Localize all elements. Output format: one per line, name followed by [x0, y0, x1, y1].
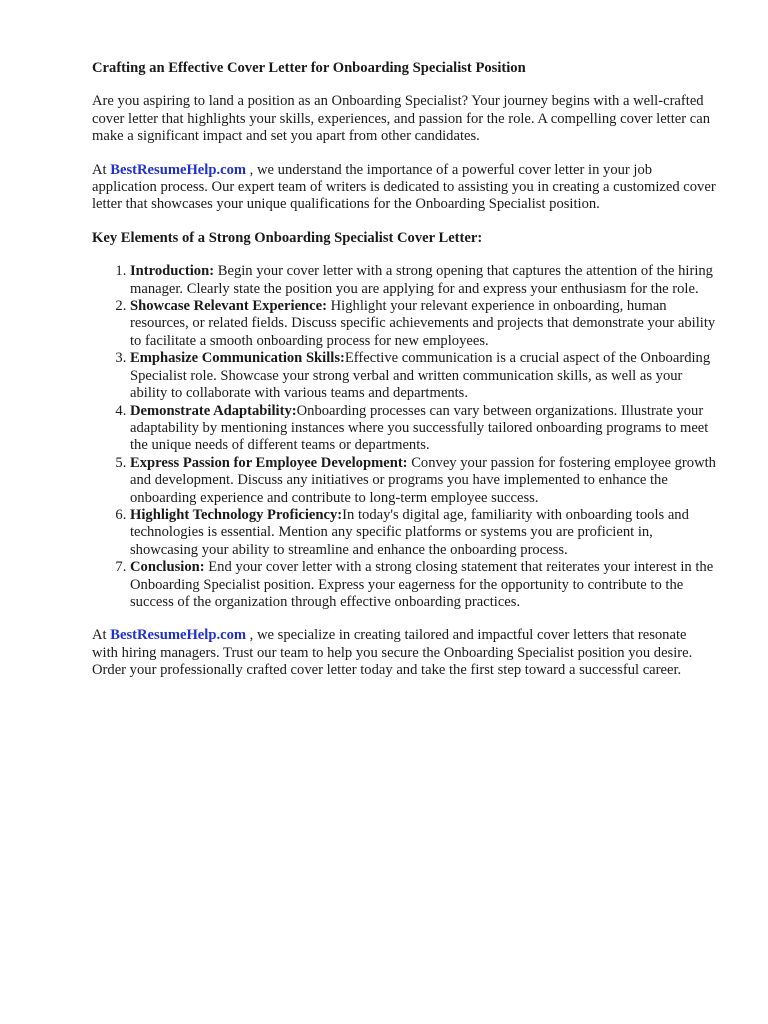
- list-item-title: Conclusion:: [130, 559, 205, 576]
- list-item: [130, 350, 716, 402]
- list-item-title: Express Passion for Employee Development:: [130, 454, 408, 471]
- list-item-title: Demonstrate Adaptability:: [130, 402, 297, 419]
- closing-paragraph-prefix: At: [92, 627, 111, 644]
- bestresumehelp-link-closing[interactable]: BestResumeHelp.com: [110, 627, 247, 644]
- intro-paragraph: Are you aspiring to land a position as an Onboarding Specialist? Your journey begins with a well-crafted cover letter that highlights your skills, experiences, and passion for the role. A compelling cover letter can make a significant impact and set you apart from other candidates.: [92, 93, 711, 145]
- document-title: Crafting an Effective Cover Letter for Onboarding Specialist Position: [92, 60, 526, 76]
- key-elements-list: [92, 263, 716, 611]
- list-item: [130, 559, 716, 611]
- key-elements-heading: Key Elements of a Strong Onboarding Specialist Cover Letter:: [92, 229, 483, 246]
- list-item-text: Onboarding processes can vary between organizations. Illustrate your adaptability by mentioning instances where you successfully tailored onboarding programs to meet the unique needs of different teams or departments.: [130, 402, 709, 454]
- list-item: [130, 298, 716, 350]
- list-item: [130, 507, 716, 559]
- company-paragraph-text: , we understand the importance of a powerful cover letter in your job application process. Our expert team of writers is dedicated to assisting you in creating a customized cover letter that showcases your unique qualifications for the Onboarding Specialist position.: [92, 161, 716, 213]
- company-paragraph-prefix: At: [92, 161, 111, 178]
- list-item-text: Effective communication is a crucial aspect of the Onboarding Specialist role. Showcase your strong verbal and written communication skills, as well as your ability to collaborate with various teams and departments.: [130, 350, 711, 402]
- list-item-text: In today's digital age, familiarity with onboarding tools and technologies is essential. Mention any specific platforms or systems you are proficient in, showcasing your ability to streamline and enhance the onboarding process.: [130, 506, 689, 558]
- list-item-title: Showcase Relevant Experience:: [130, 298, 327, 315]
- list-item-title: Highlight Technology Proficiency:: [130, 506, 343, 523]
- list-item-text: Highlight your relevant experience in onboarding, human resources, or related fields. Discuss specific achievements and projects that demonstrate your ability to facilitate a smooth onboarding process for new employees.: [130, 298, 716, 349]
- list-item: [130, 263, 716, 298]
- list-item-title: Introduction:: [130, 263, 215, 280]
- list-item: [130, 403, 716, 455]
- document-page: [92, 60, 716, 696]
- list-item-text: Convey your passion for fostering employee growth and development. Discuss any initiatives or programs you have implemented to enhance the onboarding experience and contribute to long-term employee success.: [130, 454, 716, 506]
- list-item-title: Emphasize Communication Skills:: [130, 350, 345, 367]
- list-item-text: Begin your cover letter with a strong opening that captures the attention of the hiring manager. Clearly state the position you are applying for and express your enthusiasm for the role.: [130, 263, 713, 297]
- closing-paragraph: [92, 627, 716, 679]
- list-item-text: End your cover letter with a strong closing statement that reiterates your interest in the Onboarding Specialist position. Express your eagerness for the opportunity to contribute to the success of the organization through effective onboarding practices.: [130, 559, 714, 610]
- list-item: [130, 455, 716, 507]
- bestresumehelp-link[interactable]: BestResumeHelp.com: [110, 161, 247, 178]
- company-paragraph: [92, 162, 716, 214]
- closing-paragraph-text: , we specialize in creating tailored and impactful cover letters that resonate with hiring managers. Trust our team to help you secure the Onboarding Specialist position you desire. Order your professionally crafted cover letter today and take the first step toward a successful career.: [92, 627, 693, 679]
